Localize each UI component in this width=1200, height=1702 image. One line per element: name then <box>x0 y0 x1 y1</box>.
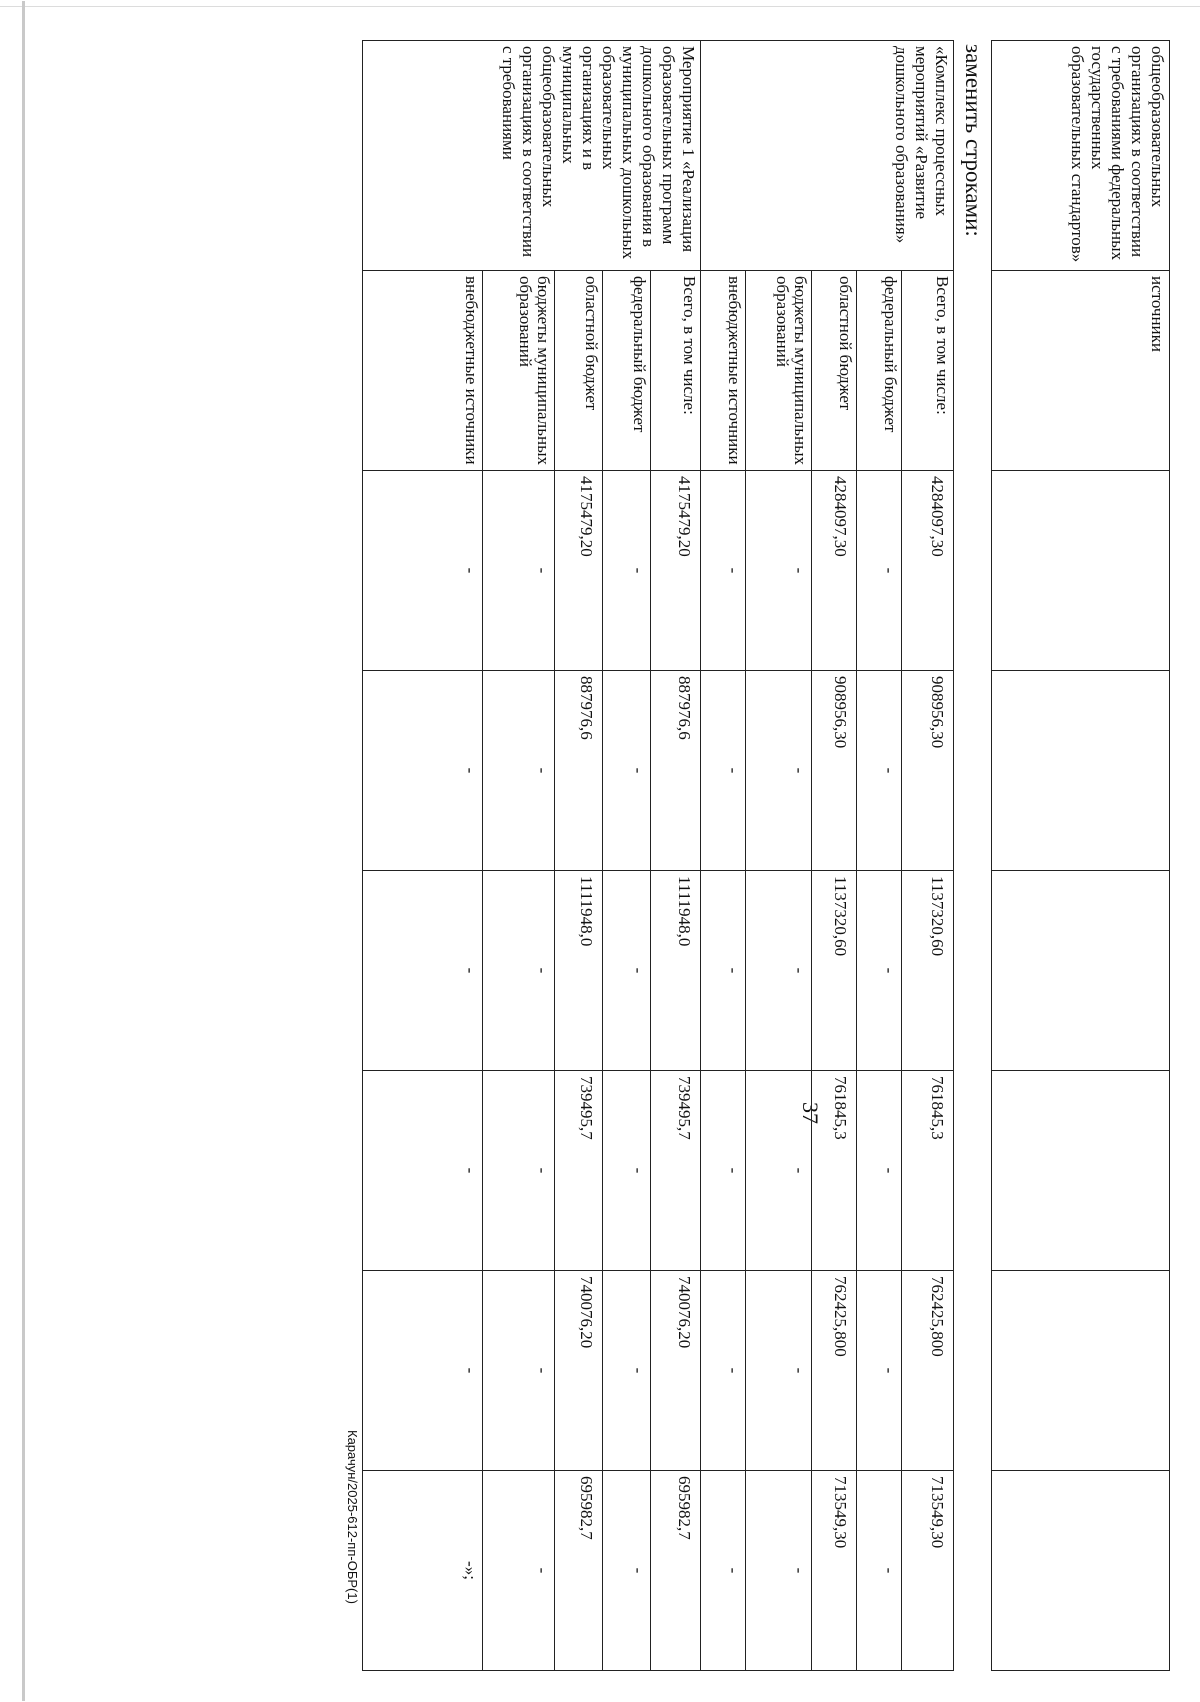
funding-source-cell: внебюджетные источники <box>701 271 746 471</box>
value-cell: 908956,30 <box>902 671 954 871</box>
value-cell: - <box>857 1071 902 1271</box>
table-row <box>603 41 651 1671</box>
value-cell: - <box>746 1471 812 1671</box>
value-cell: - <box>857 1471 902 1671</box>
funding-source-cell: областной бюджет <box>555 271 603 471</box>
value-cell: 695982,7 <box>651 1471 701 1671</box>
value-cell: 740076,20 <box>555 1271 603 1471</box>
value-cell: 1137320,60 <box>902 871 954 1071</box>
value-cell: 4175479,20 <box>555 471 603 671</box>
value-cell: -»; <box>363 1471 483 1671</box>
value-cell: - <box>483 1471 555 1671</box>
value-cell: 762425,800 <box>812 1271 857 1471</box>
activity-name-cell: Мероприятие 1 «Реализация образовательных программ дошкольного образования в муниципальных дошкольных образовательных организациях и в муниципальных общеобразовательных организациях в соответствии с требованиями <box>363 41 701 271</box>
empty-cell <box>992 1271 1170 1471</box>
value-cell: - <box>483 1071 555 1271</box>
value-cell: - <box>603 1271 651 1471</box>
previous-row <box>992 41 1170 1671</box>
table-row <box>857 41 902 1671</box>
value-cell: 739495,7 <box>555 1071 603 1271</box>
value-cell: - <box>363 671 483 871</box>
value-cell: 761845,3 <box>902 1071 954 1271</box>
value-cell: 713549,30 <box>812 1471 857 1671</box>
funding-source-cell: бюджеты муниципальных образований <box>746 271 812 471</box>
value-cell: - <box>701 471 746 671</box>
value-cell: - <box>603 1471 651 1671</box>
funding-source-cell: бюджеты муниципальных образований <box>483 271 555 471</box>
value-cell: - <box>483 671 555 871</box>
table-row <box>483 41 555 1671</box>
value-cell: - <box>746 871 812 1071</box>
value-cell: - <box>363 871 483 1071</box>
value-cell: - <box>483 1271 555 1471</box>
value-cell: 4284097,30 <box>812 471 857 671</box>
value-cell: 695982,7 <box>555 1471 603 1671</box>
funding-source-cell: внебюджетные источники <box>363 271 483 471</box>
value-cell: - <box>363 1071 483 1271</box>
activity-name-cell: «Комплекс процессных мероприятий «Развитие дошкольного образования» <box>701 41 954 271</box>
funding-source-cell: федеральный бюджет <box>857 271 902 471</box>
value-cell: 4175479,20 <box>651 471 701 671</box>
value-cell: 762425,800 <box>902 1271 954 1471</box>
empty-cell <box>992 871 1170 1071</box>
value-cell: 713549,30 <box>902 1471 954 1671</box>
value-cell: - <box>701 1071 746 1271</box>
budget-table-body <box>363 41 954 1671</box>
funding-source-cell: федеральный бюджет <box>603 271 651 471</box>
funding-source-cell: областной бюджет <box>812 271 857 471</box>
empty-cell <box>992 1471 1170 1671</box>
value-cell: - <box>701 871 746 1071</box>
value-cell: - <box>701 1271 746 1471</box>
empty-cell <box>992 671 1170 871</box>
value-cell: - <box>746 471 812 671</box>
table-row <box>651 41 701 1671</box>
empty-cell <box>992 471 1170 671</box>
table-row <box>812 41 857 1671</box>
value-cell: 740076,20 <box>651 1271 701 1471</box>
value-cell: 887976,6 <box>555 671 603 871</box>
value-cell: - <box>857 471 902 671</box>
table-row <box>701 41 746 1671</box>
value-cell: - <box>746 1271 812 1471</box>
scan-left-edge <box>22 1 25 1701</box>
value-cell: 887976,6 <box>651 671 701 871</box>
value-cell: 4284097,30 <box>902 471 954 671</box>
value-cell: - <box>363 1271 483 1471</box>
value-cell: - <box>857 671 902 871</box>
funding-source-cell: Всего, в том числе: <box>651 271 701 471</box>
table-row <box>746 41 812 1671</box>
rotated-page-content <box>170 40 1170 1672</box>
table-row <box>363 41 483 1671</box>
value-cell: - <box>746 1071 812 1271</box>
value-cell: 761845,3 <box>812 1071 857 1271</box>
value-cell: - <box>701 671 746 871</box>
empty-cell <box>992 1071 1170 1271</box>
value-cell: - <box>483 871 555 1071</box>
value-cell: - <box>363 471 483 671</box>
value-cell: 1111948,0 <box>555 871 603 1071</box>
funding-source-cell: Всего, в том числе: <box>902 271 954 471</box>
page-number: 37 <box>798 1102 823 1124</box>
value-cell: 1137320,60 <box>812 871 857 1071</box>
table-row <box>555 41 603 1671</box>
value-cell: 739495,7 <box>651 1071 701 1271</box>
value-cell: 908956,30 <box>812 671 857 871</box>
value-cell: - <box>483 471 555 671</box>
value-cell: - <box>603 671 651 871</box>
table-row <box>902 41 954 1671</box>
value-cell: - <box>701 1471 746 1671</box>
document-code: Карачун/2025-612-пп-ОБР(1) <box>345 1430 360 1604</box>
previous-row-table <box>991 40 1170 1671</box>
value-cell: - <box>603 1071 651 1271</box>
budget-table <box>362 40 954 1671</box>
value-cell: - <box>603 871 651 1071</box>
scan-top-edge <box>0 0 1200 7</box>
replace-instruction: заменить строками: <box>961 44 986 237</box>
value-cell: 1111948,0 <box>651 871 701 1071</box>
previous-row-name: общеобразовательных организациях в соответствии с требованиями федеральных государственных образовательных стандартов» <box>992 41 1170 271</box>
value-cell: - <box>746 671 812 871</box>
value-cell: - <box>603 471 651 671</box>
value-cell: - <box>857 871 902 1071</box>
previous-row-source: источники <box>992 271 1170 471</box>
value-cell: - <box>857 1271 902 1471</box>
